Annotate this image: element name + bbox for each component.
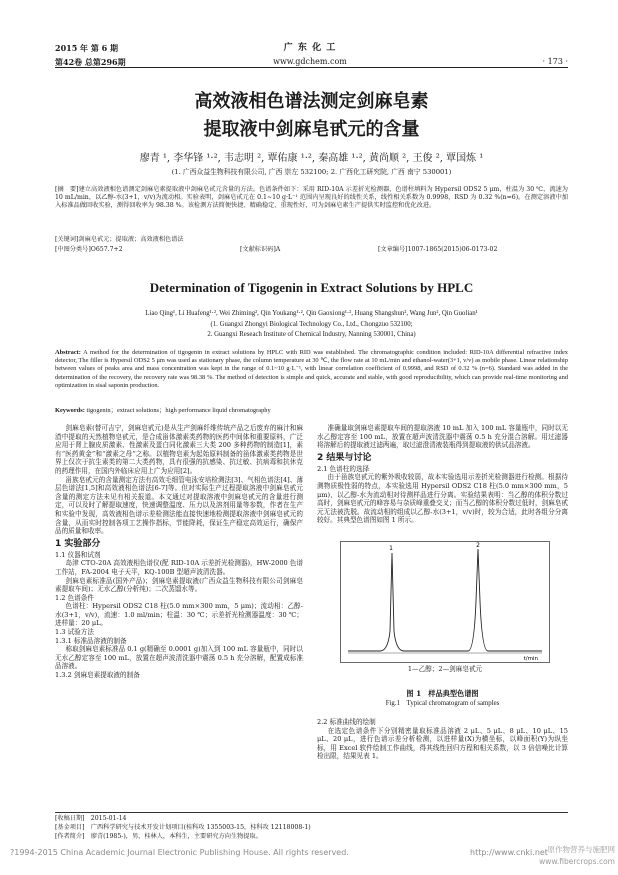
affiliation-en-2: 2. Guangxi Reseach Institute of Chemical Industry, Nanning 530001, China)	[207, 331, 416, 338]
chromatogram-frame	[341, 542, 550, 663]
watermark-line-1: 原作物营养与施肥网	[547, 845, 615, 854]
subsection-1-3: 1.3 试验方法	[55, 628, 94, 637]
left-column	[55, 424, 303, 680]
abstract-en	[55, 349, 568, 390]
chromatogram-figure	[340, 541, 550, 663]
journal-name: 广 东 化 工	[283, 43, 337, 53]
right-column	[317, 424, 568, 525]
page-number: · 173 ·	[542, 57, 568, 66]
affiliation-en-1: (1. Guangxi Zhongyi Biological Technology Co., Ltd., Chongzuo 532100;	[210, 321, 413, 328]
section-heading-results: 2 结果与讨论	[317, 452, 372, 463]
clc-number: [中图分类号]O657.7+2	[55, 246, 123, 253]
right-column-lower	[317, 718, 568, 761]
footnote-fund: [基金项目] 广西科学研究与技术开发计划项目(桂科攻 1355003-15，桂科攻 12118008-1)	[55, 824, 311, 831]
figure-caption-cn: 图 1 样品典型色谱图	[406, 689, 479, 698]
journal-website: www.gdchem.com	[273, 57, 347, 66]
title-en: Determination of Tigogenin in Extract Solutions by HPLC	[149, 280, 474, 295]
subsection-2-2: 2.2 标准曲线的绘制	[317, 718, 376, 726]
authors-cn: 廖青 ¹, 李华锋 ¹·², 韦志明 ², 覃佑康 ¹·², 秦高雄 ¹·², 黄尚顺 ², 王俊 ², 覃国炼 ¹	[139, 153, 484, 164]
title-cn-line1: 高效液相色谱法测定剑麻皂素	[194, 91, 429, 112]
subsection-1-3-1: 1.3.1 标准品溶液的制备	[55, 636, 127, 645]
abstract-en-text: A method for the determination of tigogenin in extract solutions by HPLC with RID was established. The chromatographic condition included: RID-10A differential refractive index detector, The filler is Hypersil ODS2 5 μm was used as stationary phase, the column temperature at 30 ℃, the flow rate at 10 mL/min and ethanol-water(3+1, v/v) as mobile phase. Linear relationship between values of peaks area and mass concentration was kept in the range of 0.1~10 g·L⁻¹, with linear correlation coefficient of 0.9998, and RSD of 0.32 % (n=6). Standard was added in the determination of the recovery, the recovery rate was 98.38 %. The method of detection is simple and quick, accurate and stable, with good reproducibility, which can provide real-time monitoring and optimization in sisal saponin production.	[55, 349, 568, 389]
footnote-rule	[55, 812, 568, 813]
intro-paragraph-1: 剑麻皂素(替可吉宁，剑麻皂甙元)是从生产剑麻纤维传统产品之后废弃的麻汁和麻渣中提取的天然植物皂甙元，是合成甾体激素类药物的医药中间体和重要原料，广泛应用于肾上腺皮质激素、性激素及蛋白同化激素三大类 200 多种药物的制造[1]，素有“医药黄金”和“激素之母”之称。以植物皂素为起始原料制备的甾体激素类药物是世界上仅次于抗生素类的第二大类药物，具有很强的抗感染、抗过敏、抗病毒和抗休克的药理作用，在国内外临床应用上广为应用[2]。	[55, 424, 303, 475]
x-axis-label: t/min	[523, 656, 538, 662]
issue-line: 2015 年 第 6 期	[55, 43, 118, 53]
standard-solution-paragraph: 称取剑麻皂素标准品 0.1 g(精确至 0.0001 g)加入到 100 mL 容量瓶中，同时以无水乙醇定容至 100 mL，放置在超声波清洗器中震荡 0.5 h 充分溶解，配置成标准品溶液。	[55, 645, 303, 671]
header-rule	[55, 67, 568, 68]
abstract-cn: [摘 要]建立高效液相色谱测定剑麻皂素提取液中剑麻皂甙元含量的方法。色谱条件如下：采用 RID-10A 示差折光检测器，色谱柱填料为 Hypersil ODS2 5 μm，柱温为 30 ℃，流速为 10 mL/min，以乙醇-水(3+1，v/v)为流动相。实验表明，剑麻皂甙元在 0.1~10 g·L⁻¹ 范围内呈现良好的线性关系，线性相关系数为 0.9998，RSD 为 0.32 %(n=6)。在测定溶液中加入标准品做回收实验，测得回收率为 98.38 %。该检测方法简便快捷、精确稳定、重现性好，可为剑麻皂素生产提供实时监控和优化改进。	[55, 186, 568, 209]
peak-1-label: 1	[389, 545, 393, 552]
keywords-en	[55, 407, 568, 415]
copyright-line: ?1994-2015 China Academic Journal Electronic Publishing House. All rights reserved.	[10, 848, 349, 857]
peak-legend: 1—乙醇；2—剑麻皂甙元	[407, 665, 483, 673]
instruments-paragraph: 岛津 CTO-20A 高效液相色谱仪(配 RID-10A 示差折光检测器)，HW-2000 色谱工作站，FA-2004 电子天平，KQ-100B 型超声波清洗器。	[55, 559, 303, 576]
extract-solution-paragraph: 准确量取剑麻皂素提取车间的提取溶液 10 mL 加入 100 mL 容量瓶中，同时以无水乙醇定容至 100 mL，放置在超声波清洗器中震荡 0.5 h 充分混合溶解。用过滤器将溶解后的提取液过滤两遍，取过滤澄清液装瓶得到提取液的供试品溶液。	[317, 424, 568, 450]
peak-2-label: 2	[476, 542, 480, 549]
subsection-1-3-2: 1.3.2 剑麻皂素提取液的制备	[55, 671, 140, 680]
section-heading-experimental: 1 实验部分	[55, 538, 101, 549]
abstract-en-label: Abstract:	[55, 349, 81, 356]
affiliation-cn: (1. 广西众益生物科技有限公司, 广西 崇左 532100; 2. 广西化工研究院, 广西 南宁 530001)	[171, 168, 452, 176]
keywords-en-text: tigogenin；extract solutions；high performance liquid chromatography	[86, 407, 271, 414]
chromatographic-conditions-paragraph: 色谱柱：Hypersil ODS2 C18 柱(5.0 mm×300 mm，5 μm)；流动相：乙醇-水(3+1，v/v)，流速：1.0 ml/min；柱温：30 ℃；示差折光检测器温度：30 ℃；进样量：20 μL。	[55, 602, 303, 628]
intro-paragraph-2: 甾族皂甙元的含量测定方法有高效毛细管电泳安培检测法[3]、气相色谱法[4]、薄层色谱法[1,5]和高效液相色谱法[6-7]等。但对实际生产过程提取溶液中剑麻皂甙元含量的测定方法未见有相关报道。本文通过对提取溶液中剑麻皂甙元的含量进行测定，可以及时了解提取速度，快速调整温度、压力以及溶剂用量等参数，作者在生产和实验中发现，高效液相色谱示差检测法能直接快速地检测提取溶液中剑麻皂甙元的含量，从而实时控制各项工艺操作指标，节能降耗，保证生产稳定高效运行，确保产品的质量和收率。	[55, 475, 303, 536]
subsection-1-1: 1.1 仪器和试剂	[55, 550, 101, 559]
watermark-line-2: www.fibercrops.com	[539, 857, 615, 866]
doc-code: [文献标识码]A	[240, 246, 281, 253]
volume-line: 第42卷 总第296期	[55, 57, 126, 67]
cnki-link[interactable]: http://www.cnki.net	[470, 848, 548, 857]
figure-caption-en: Fig.1 Typical chromatogram of samples	[385, 700, 500, 707]
subsection-2-1: 2.1 色谱柱的选择	[317, 464, 370, 473]
authors-en: Liao Qing¹, Li Huafeng¹·², Wei Zhiming², Qin Youkang¹·², Qin Gaoxiong¹·², Huang Shangshun², Wang Jun², Qin Guolian¹	[145, 310, 478, 317]
footnote-received: [收稿日期] 2015-01-14	[55, 815, 127, 822]
subsection-1-2: 1.2 色谱条件	[55, 593, 94, 602]
reagents-paragraph: 剑麻皂素标准品(国外产品)；剑麻皂素提取液(广西众益生物科技有限公司剑麻皂素提取车间)；无水乙醇(分析纯)；二次蒸馏水等。	[55, 576, 303, 594]
column-selection-paragraph: 由于甾族皂甙元的紫外吸收较弱，故本实验选用示差折光检测器进行检测。根据待测物质极性弱的特点，本实验选用 Hypersil ODS2 C18 柱(5.0 mm×300 mm，5 μm)，以乙醇-水为流动相对待测样品进行分离。实验结果表明：当乙醇的体积分数过高时，剑麻皂甙元的峰容易与杂质峰重叠交叉；而当乙醇的体积分数过低时，剑麻皂甙元无法被洗脱。故流动相的组成以乙醇-水(3+1，v/v)时，较为合适，此时各组分分离较好。其典型色谱图如图 1 所示。	[317, 473, 568, 525]
keywords-en-label: Keywords:	[55, 407, 85, 414]
footnote-author: [作者简介] 廖青(1985-)，男，桂林人，本科生，主要研究方向生物提取。	[55, 833, 262, 840]
article-number: [文章编号]1007-1865(2015)06-0173-02	[378, 246, 498, 253]
standard-curve-paragraph: 在选定色谱条件下分别精密量取标准品溶液 2 μL、5 μL、8 μL、10 μL、15 μL、20 μL，进行色谱示差分析检测，以进样量(X)为横坐标，以峰面积(Y)为纵坐标，用 Excel 软件绘制工作曲线，得其线性回归方程和相关系数，以 3 倍信噪比计算检出限，结果见表 1。	[317, 726, 568, 761]
title-cn-line2: 提取液中剑麻皂甙元的含量	[203, 119, 420, 140]
keywords-cn: [关键词]剑麻皂甙元；提取液；高效液相色谱法	[55, 236, 184, 243]
